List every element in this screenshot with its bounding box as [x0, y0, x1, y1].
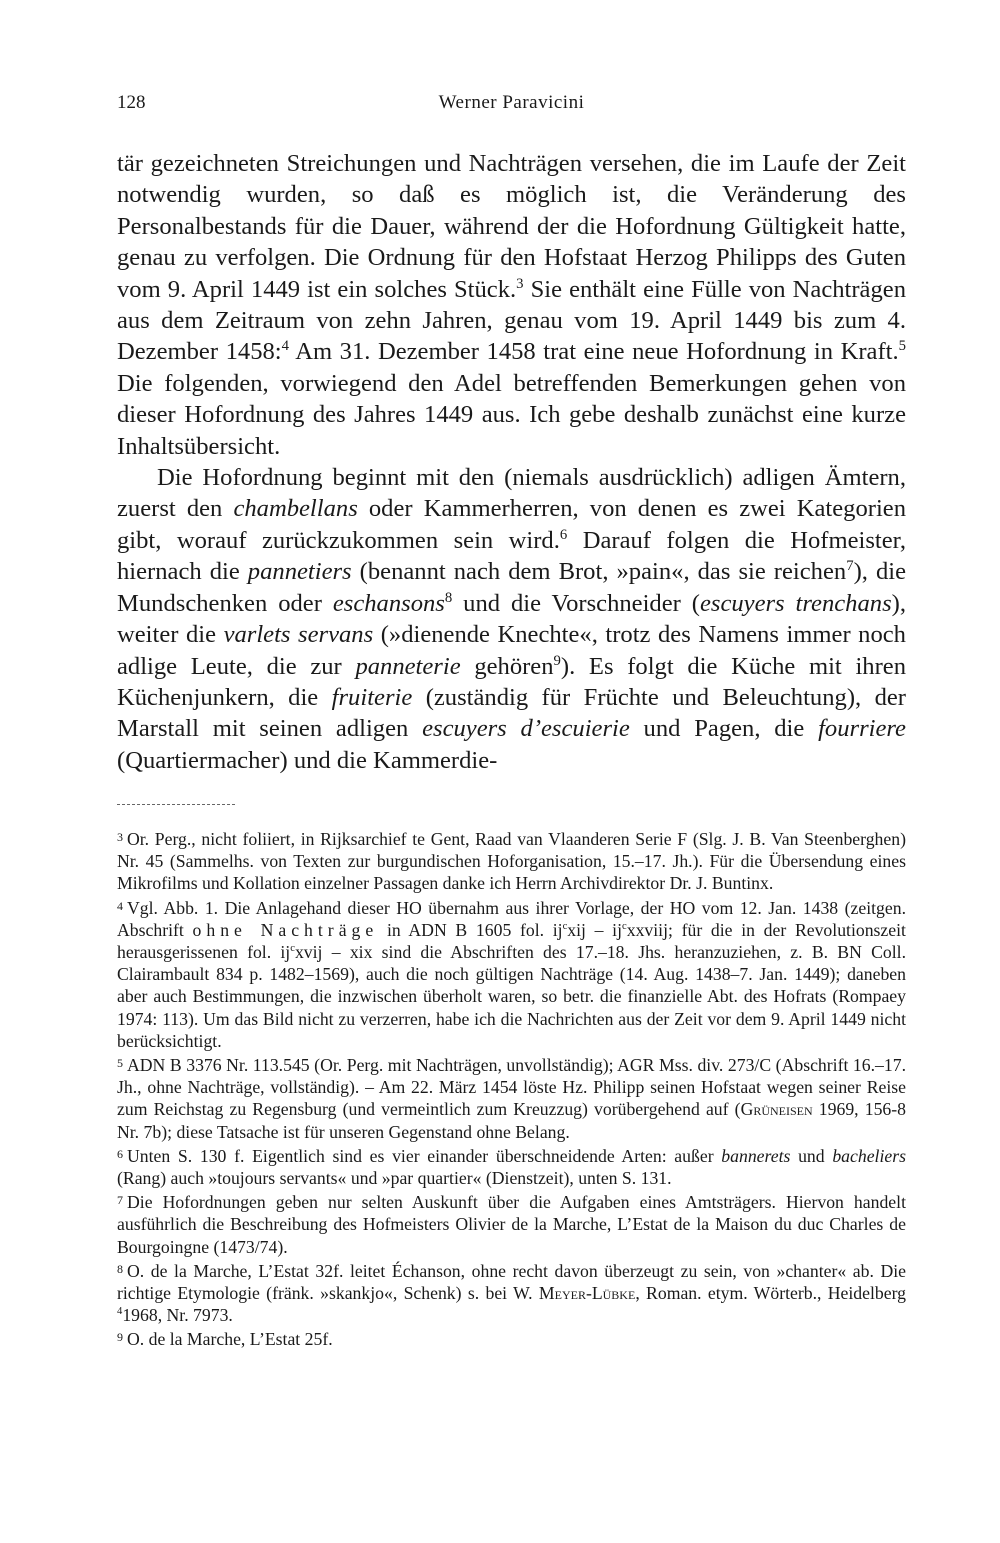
footnote-mark: 8	[117, 1261, 123, 1276]
running-title: Werner Paravicini	[438, 92, 585, 113]
footnote-text: xxviij; für die in der Revolutionszeit herausgerissenen fol. ij	[117, 919, 906, 963]
italic-term: fruiterie	[331, 683, 413, 711]
italic-term: escuyers trenchans	[699, 589, 892, 617]
italic-term: varlets servans	[223, 621, 374, 649]
footnote-text: O. de la Marche, L’Estat 32f. leitet Échanson, ohne recht davon überzeugt zu sein, von »chanter« ab. Die richtige Etymologie (fränk. »skankjo«, Schenk) s. bei W.	[117, 1260, 906, 1304]
text-run: (zuständig für Früchte und Beleuchtung), der Marstall mit seinen adligen	[117, 683, 906, 743]
author-name: Meyer-Lübke	[538, 1283, 636, 1304]
superscript: 4	[117, 1306, 123, 1318]
footnote-text: 1968, Nr. 7973.	[122, 1305, 233, 1326]
text-run: Darauf folgen die Hofmeister, hiernach die	[117, 526, 906, 586]
footnote-text: xvij – xix sind die Abschriften des 17.–18. Jhs. heranzuziehen, z. B. BN Coll. Clairambault 834 p. 1482–1569), auch die noch gültigen Nachträge (14. Aug. 1438–7. Jan. 1449); daneben aber auch Bestimmungen, die inzwischen überholt waren, so betr. die finanzielle Abt. des Hofrats (Rompaey 1974: 113). Um das Bild nicht zu verzerren, habe ich die Nachrichten aus der Zeit vor dem 9. April 1449 nicht berücksichtigt.	[117, 942, 907, 1051]
spaced-emphasis: ohne Nachträge	[192, 919, 379, 940]
superscript: c	[562, 920, 568, 932]
italic-term: fourriere	[818, 715, 906, 743]
footnote-7	[117, 1189, 906, 1258]
footnote-text: und	[790, 1145, 833, 1166]
footnote-5	[117, 1052, 906, 1143]
text-run: oder Kammerherren, von denen es zwei Kategorien gibt, worauf zurückzukommen sein wird.	[117, 495, 907, 554]
footnote-text: , Roman. etym. Wörterb., Heidelberg	[635, 1283, 907, 1304]
italic-term: chambellans	[233, 495, 358, 523]
footnote-ref-7: 7	[846, 558, 854, 575]
footnotes	[117, 826, 906, 1351]
author-name: Grüneisen	[740, 1099, 813, 1120]
footnote-8	[117, 1258, 906, 1327]
footnote-text: O. de la Marche, L’Estat 25f.	[127, 1329, 333, 1350]
superscript: c	[622, 920, 627, 932]
footnote-6	[117, 1143, 906, 1189]
footnote-text: (Rang) auch »toujours servants« und »par quartier« (Dienstzeit), unten S. 131.	[117, 1168, 672, 1189]
footnote-mark: 9	[117, 1330, 123, 1345]
text-run: (Quartiermacher) und die Kammerdie-	[117, 746, 498, 774]
footnote-text: Die Hofordnungen geben nur selten Auskunft über die Aufgaben eines Amtsträgers. Hiervon handelt ausführlich die Beschreibung des Hofmeisters Olivier de la Marche, L’Estat de la Maison du duc Charles de Bourgoingne (1473/74).	[117, 1192, 906, 1257]
italic-term: bacheliers	[832, 1145, 906, 1166]
footnote-ref-5: 5	[898, 338, 906, 355]
footnote-text: Or. Perg., nicht foliiert, in Rijksarchief te Gent, Raad van Vlaanderen Serie F (Slg. J. B. Van Steenberghen) Nr. 45 (Sammelhs. von Texten zur burgundischen Hoforganisation, 15.–17. Jh.). Für die Übersendung eines Mikrofilms und Kollation einzelner Passagen danke ich Herrn Archivdirektor Dr. J. Buntinx.	[117, 829, 906, 894]
text-run: Am 31. Dezember 1458 trat eine neue Hofordnung in Kraft.	[289, 338, 899, 366]
page-number: 128	[117, 92, 146, 113]
footnote-mark: 4	[117, 898, 123, 913]
text-run: und Pagen, die	[629, 715, 819, 743]
italic-term: bannerets	[721, 1145, 791, 1166]
footnote-text: Vgl. Abb. 1. Die Anlagehand dieser HO übernahm aus ihrer Vorlage, der HO vom 12. Jan. 1438 (zeitgen. Abschrift	[117, 897, 906, 940]
footnote-ref-9: 9	[553, 652, 561, 669]
footnote-mark: 7	[117, 1193, 123, 1208]
text-run: ). Es folgt die Küche mit ihren Küchenjunkern, die	[117, 652, 906, 711]
footnote-text: in ADN B 1605 fol. ij	[378, 919, 563, 940]
text-run: (benannt nach dem Brot, »pain«, das sie reichen	[351, 558, 847, 586]
italic-term: pannetiers	[247, 558, 352, 586]
italic-term: escuyers d’escuierie	[422, 715, 630, 743]
footnote-ref-3: 3	[516, 275, 524, 292]
italic-term: panneterie	[355, 652, 461, 680]
paragraph-2	[117, 462, 906, 776]
footnote-text: xij – ij	[567, 919, 623, 940]
footnote-separator	[117, 804, 235, 805]
text-run: Die Hofordnung beginnt mit den (niemals ausdrücklich) adligen Ämtern, zuerst den	[117, 464, 906, 523]
text-run: Sie enthält eine Fülle von Nachträgen aus dem Zeitraum von zehn Jahren, genau vom 19. April 1449 bis zum 4. Dezember 1458:	[117, 275, 906, 366]
text-run: und die Vorschneider (	[452, 589, 700, 617]
text-run: ), die Mundschenken oder	[117, 558, 906, 617]
body-text	[117, 148, 906, 776]
superscript: c	[290, 943, 295, 955]
text-run: gehören	[460, 652, 554, 680]
footnote-mark: 3	[117, 830, 123, 844]
footnote-mark: 6	[117, 1146, 123, 1161]
text-run: tär gezeichneten Streichungen und Nachträgen versehen, die im Laufe der Zeit notwendig wurden, so daß es möglich ist, die Veränderung des Personalbestands für die Dauer, während der die Hofordnung Gültigkeit hatte, genau zu verfolgen. Die Ordnung für den Hofstaat Herzog Philipps des Guten vom 9. April 1449 ist ein solches Stück.	[117, 150, 906, 303]
italic-term: eschansons	[332, 589, 445, 617]
footnote-4	[117, 895, 906, 1052]
footnote-ref-4: 4	[281, 338, 289, 355]
footnote-text: ADN B 3376 Nr. 113.545 (Or. Perg. mit Nachträgen, unvollständig); AGR Mss. div. 273/C (Abschrift 16.–17. Jh., ohne Nachträge, vollständig). – Am 22. März 1454 löste Hz. Philipp seinen Hofstaat wegen seiner Reise zum Reichstag zu Regensburg (und vermeintlich zum Kreuzzug) vorübergehend auf (	[117, 1055, 906, 1120]
text-run: Die folgenden, vorwiegend den Adel betreffenden Bemerkungen gehen von dieser Hofordnung des Jahres 1449 aus. Ich gebe deshalb zunächst eine kurze Inhaltsübersicht.	[117, 369, 906, 460]
running-head	[117, 92, 906, 118]
text-run: (»dienende Knechte«, trotz des Namens immer noch adlige Leute, die zur	[117, 621, 906, 680]
paragraph-1	[117, 148, 906, 462]
footnote-text: Unten S. 130 f. Eigentlich sind es vier einander überschneidende Arten: außer	[127, 1145, 722, 1166]
footnote-ref-6: 6	[559, 526, 568, 543]
footnote-ref-8: 8	[444, 589, 453, 606]
text-run: ), weiter die	[117, 589, 906, 649]
footnote-9	[117, 1326, 906, 1350]
footnote-mark: 5	[117, 1056, 123, 1071]
footnote-3	[117, 826, 906, 895]
footnote-text: 1969, 156-8 Nr. 7b); diese Tatsache ist für unseren Gegenstand ohne Belang.	[117, 1099, 907, 1142]
